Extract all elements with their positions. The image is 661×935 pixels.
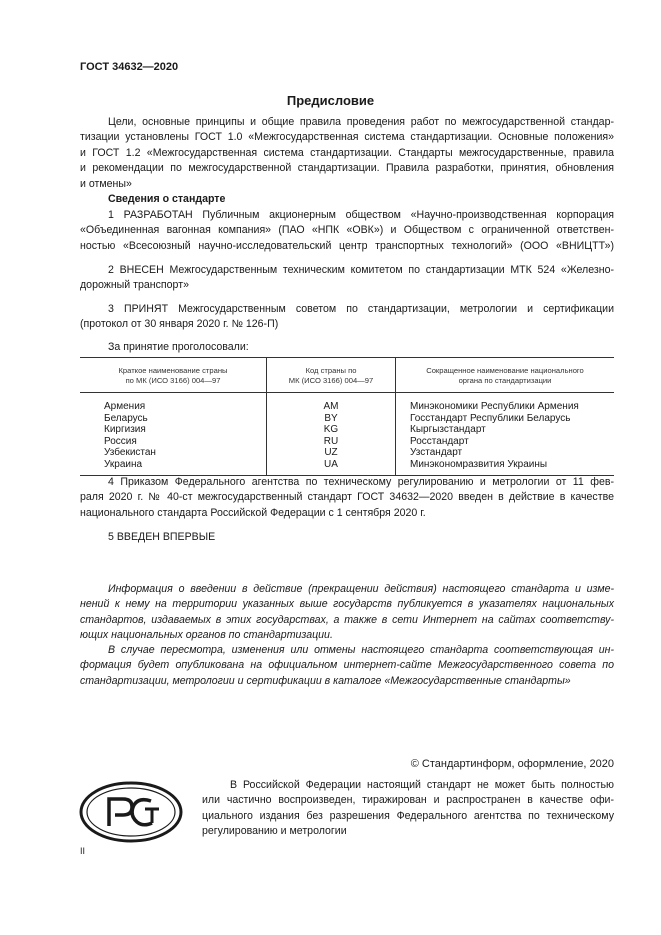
- table-row: [80, 436, 614, 448]
- country-cell: Армения: [104, 401, 146, 412]
- info-1-line: стандартов, издаваемых в этих государствах, а также в сети Интернет на сайтах соответству-: [80, 613, 614, 626]
- body-cell: Госстандарт Республики Беларусь: [396, 413, 615, 425]
- header-line: Краткое наименование страны: [118, 366, 228, 375]
- item-1-developed: [80, 208, 614, 254]
- table-header-row: [80, 358, 614, 393]
- info-paragraph-2: [80, 643, 614, 689]
- legal-line: или частично воспроизведен, тиражирован и распространен в качестве офи-: [202, 794, 614, 807]
- item-2-line: дорожный транспорт»: [80, 279, 189, 292]
- legal-line: В Российской Федерации настоящий стандарт не может быть полностью: [230, 779, 614, 791]
- table-row: [80, 424, 614, 436]
- header-line: органа по стандартизации: [458, 376, 552, 385]
- info-1-line: Информация о введении в действие (прекращении действия) настоящего стандарта и изме-: [108, 583, 614, 595]
- item-3-line: 3 ПРИНЯТ Межгосударственным советом по стандартизации, метрологии и сертификации: [108, 303, 614, 315]
- column-header-code: [267, 358, 396, 393]
- info-2-line: В случае пересмотра, изменения или отмены настоящего стандарта соответствующая ин-: [108, 644, 614, 656]
- item-4-line: национального стандарта Российской Федерации с 1 сентября 2020 г.: [80, 506, 426, 519]
- info-1-line: нений к нему на территории указанных выше государств публикуется в указателях национальных: [80, 598, 614, 611]
- intro-line: Цели, основные принципы и общие правила проведения работ по межгосударственной стандар-: [108, 116, 614, 128]
- header-line: Сокращенное наименование национального: [426, 366, 584, 375]
- country-cell: Россия: [104, 435, 137, 447]
- legal-line: циального издания без разрешения Федерального агентства по техническому: [202, 809, 614, 822]
- intro-line: и рекомендации по межгосударственной стандартизации. Правила разработки, принятия, обновления: [80, 162, 614, 175]
- vote-intro: За принятие проголосовали:: [108, 341, 249, 353]
- code-cell: RU: [267, 436, 396, 448]
- page-title: Предисловие: [286, 93, 375, 108]
- legal-notice: [202, 778, 614, 840]
- section-heading: Сведения о стандарте: [108, 193, 226, 205]
- item-2-submitted: [80, 263, 614, 294]
- intro-line: тизации установлены ГОСТ 1.0 «Межгосударственная система стандартизации. Основные положения»: [80, 131, 614, 144]
- column-header-country: [80, 358, 267, 393]
- page-number: II: [80, 846, 86, 856]
- header-line: МК (ИСО 3166) 004—97: [288, 376, 374, 385]
- intro-line: и ГОСТ 1.2 «Межгосударственная система стандартизации. Стандарты межгосударственные, правила: [80, 146, 614, 159]
- body-cell: Кыргызстандарт: [396, 424, 615, 436]
- info-1-line: ющих национальных органов по стандартизации.: [80, 629, 333, 642]
- code-cell: BY: [267, 413, 396, 425]
- body-cell: Росстандарт: [396, 436, 615, 448]
- item-2-line: 2 ВНЕСЕН Межгосударственным техническим комитетом по стандартизации МТК 524 «Железно-: [108, 264, 614, 276]
- header-line: по МК (ИСО 3166) 004—97: [125, 376, 221, 385]
- item-4-line: 4 Приказом Федерального агентства по техническому регулированию и метрологии от 11 фев-: [108, 476, 614, 488]
- standard-id-header: ГОСТ 34632—2020: [80, 61, 179, 73]
- intro-paragraph: [80, 115, 614, 192]
- item-1-line: 1 РАЗРАБОТАН Публичным акционерным обществом «Научно-производственная корпорация: [108, 209, 614, 221]
- item-3-line: (протокол от 30 января 2020 г. № 126-П): [80, 318, 279, 331]
- code-cell: AM: [267, 393, 396, 413]
- item-3-adopted: [80, 302, 614, 333]
- item-1-line: ностью «Всесоюзный научно-исследовательский центр транспортных технологий» (ООО «ВНИЦТТ»): [80, 239, 614, 252]
- info-paragraph-1: [80, 582, 614, 644]
- body-cell: Минэкономики Республики Армения: [396, 393, 615, 413]
- item-4-line: раля 2020 г. № 40-ст межгосударственный стандарт ГОСТ 34632—2020 введен в действие в качестве: [80, 491, 614, 504]
- table-row: [80, 413, 614, 425]
- rst-certification-mark-icon: [79, 781, 183, 843]
- code-cell: UZ: [267, 447, 396, 459]
- body-cell: Узстандарт: [396, 447, 615, 459]
- header-line: Код страны по: [305, 366, 357, 375]
- country-cell: Узбекистан: [104, 447, 156, 459]
- table-row: [80, 393, 614, 413]
- country-cell: Украина: [80, 459, 267, 475]
- column-header-body: [396, 358, 615, 393]
- code-cell: KG: [267, 424, 396, 436]
- intro-line: и отмены»: [80, 177, 132, 190]
- table-row: [80, 459, 614, 475]
- voting-table: [80, 357, 614, 476]
- item-5-introduced: 5 ВВЕДЕН ВПЕРВЫЕ: [108, 531, 216, 543]
- table-row: [80, 447, 614, 459]
- rst-logo-graphic: [79, 781, 183, 843]
- item-1-line: «Объединенная вагонная компания» (ПАО «НПК «ОВК») и Обществом с ограниченной ответствен-: [80, 224, 614, 237]
- item-4-enacted: [80, 475, 614, 521]
- copyright-notice: © Стандартинформ, оформление, 2020: [410, 758, 614, 770]
- legal-line: регулированию и метрологии: [202, 825, 347, 838]
- info-2-line: стандартизации, метрологии и сертификации в каталоге «Межгосударственные стандарты»: [80, 674, 571, 687]
- country-cell: Киргизия: [104, 424, 146, 436]
- country-cell: Беларусь: [104, 412, 148, 424]
- body-cell: Минэкономразвития Украины: [396, 459, 615, 475]
- info-2-line: формация будет опубликована на официальном интернет-сайте Межгосударственного совета по: [80, 659, 614, 672]
- code-cell: UA: [267, 459, 396, 475]
